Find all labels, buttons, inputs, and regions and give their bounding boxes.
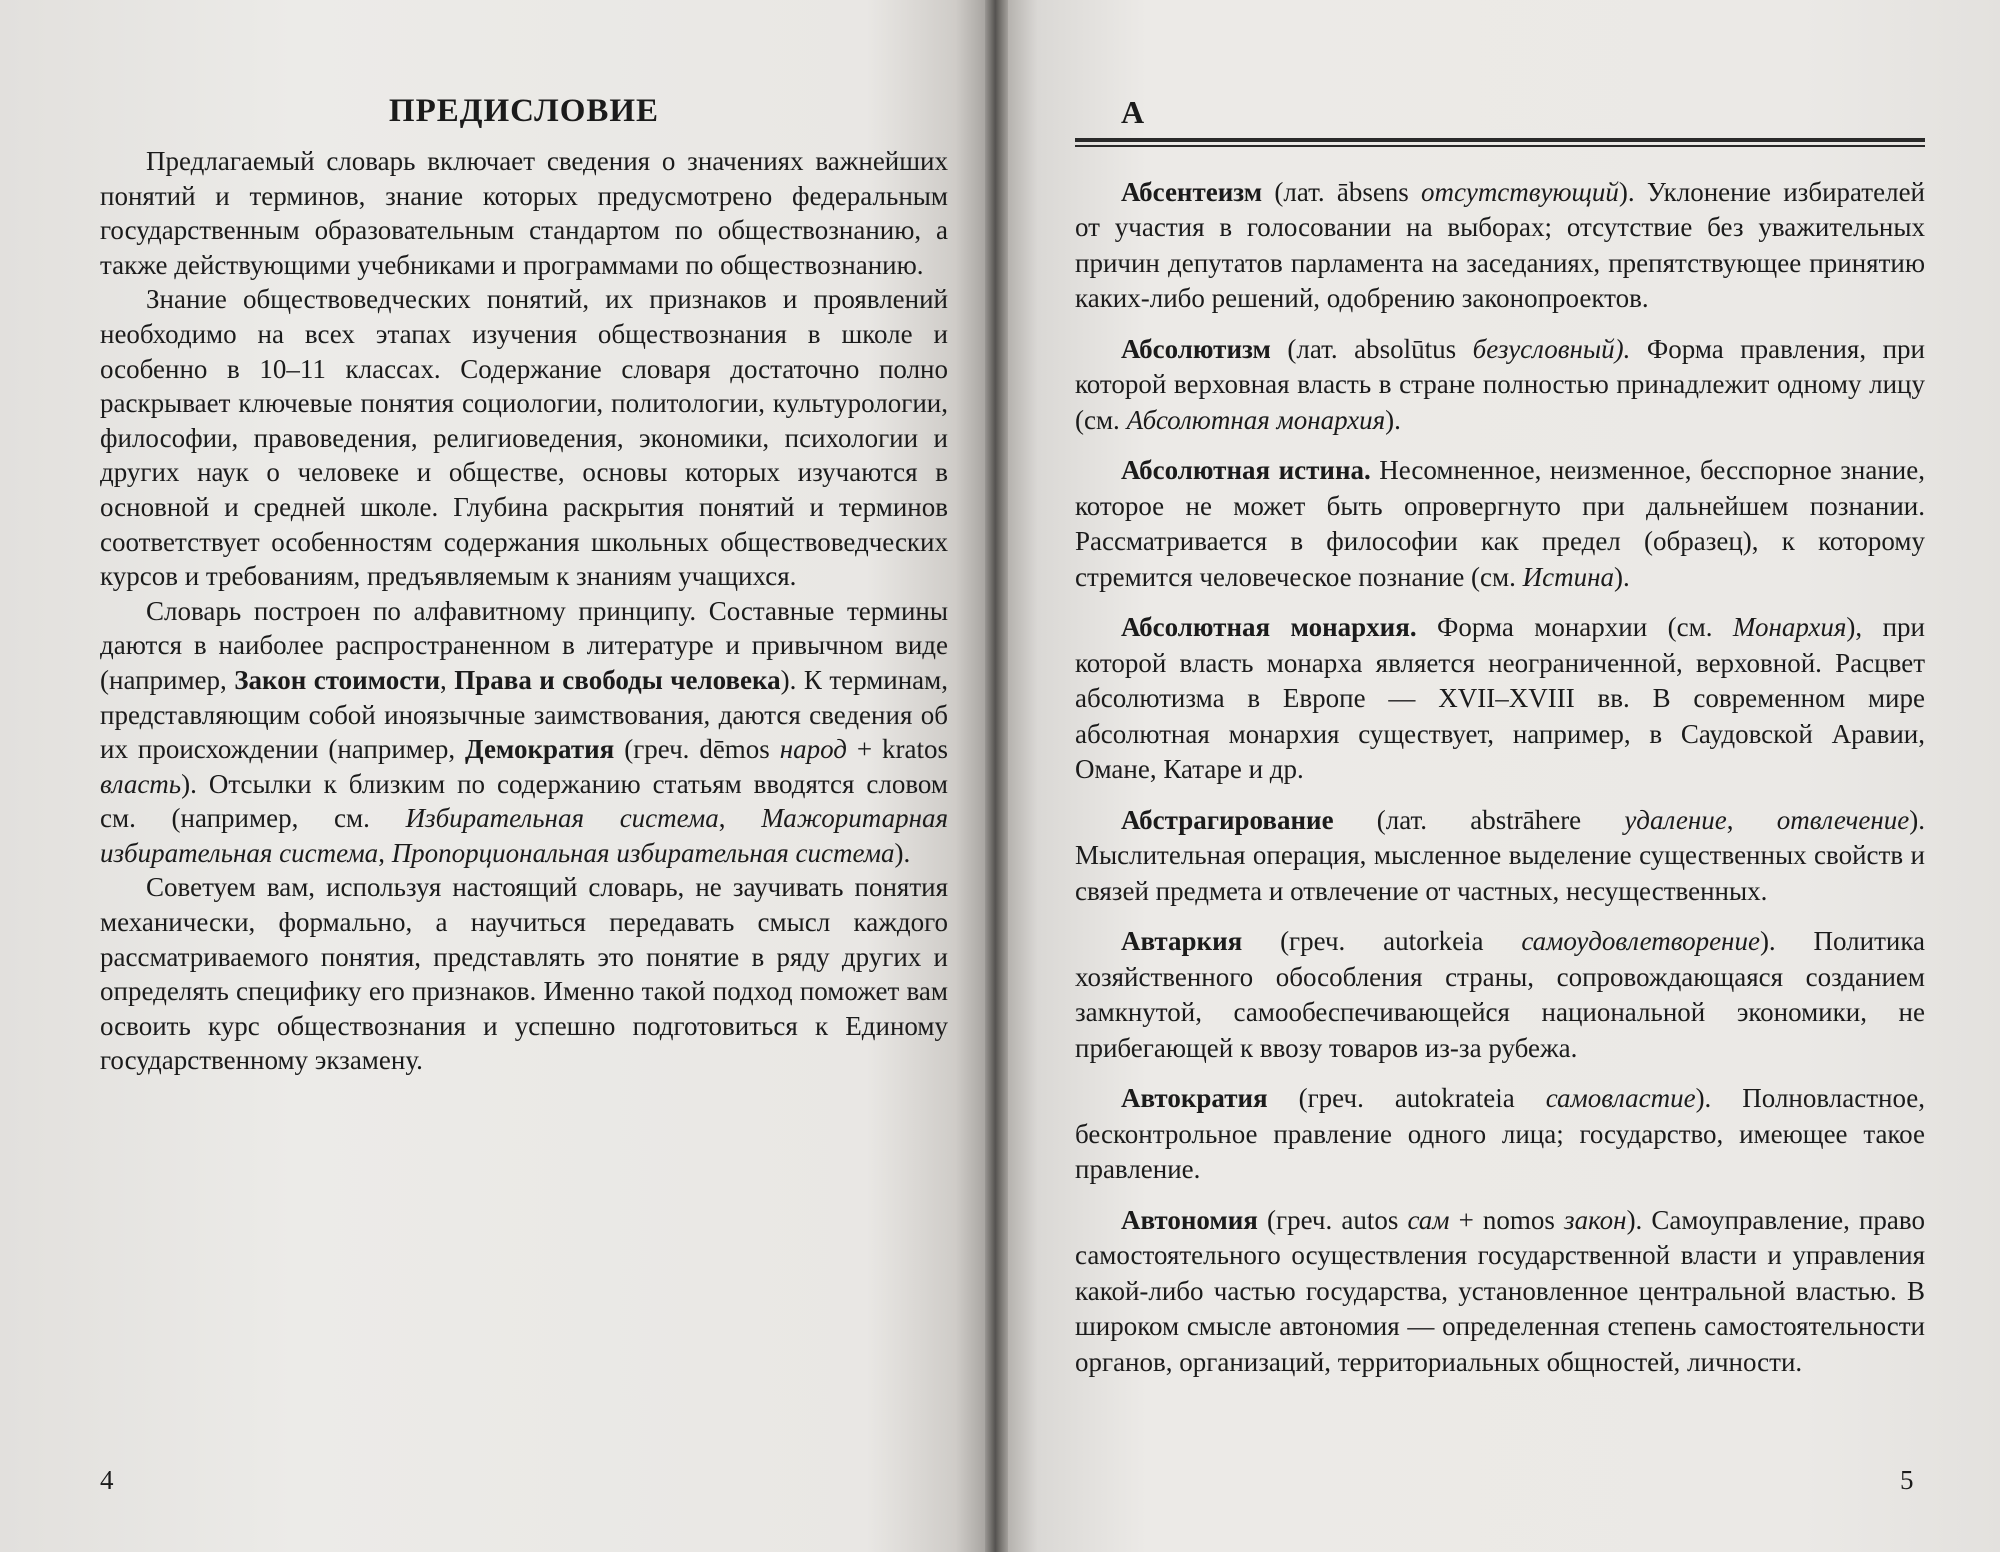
- preface-section: [100, 92, 948, 1078]
- entry-list: [1075, 175, 1925, 1381]
- dictionary-entry: Автократия (греч. autokrateia самовластие). Полновластное, бесконтрольное правление одного лица; государство, имеющее такое правление.: [1075, 1083, 1926, 1184]
- dictionary-section: [1075, 92, 1925, 1380]
- left-page: [0, 0, 985, 1552]
- page-number-left: 4: [100, 1465, 114, 1495]
- dictionary-entry: Абсолютизм (лат. absolūtus безусловный). Форма правления, при которой верховная власть в стране полностью принадлежит одному лицу (см. Абсолютная монархия).: [1075, 333, 1925, 435]
- dictionary-entry: Абстрагирование (лат. abstrāhere удаление, отвлечение). Мыслительная операция, мысленное выделение существенных свойств и связей предмета и отвлечение от частных, несущественных.: [1075, 804, 1925, 906]
- header-rule-thick: [1075, 138, 1925, 142]
- page-title: ПРЕДИСЛОВИЕ: [388, 93, 660, 129]
- page-number-right: 5: [1900, 1465, 1914, 1495]
- dictionary-entry: Автономия (греч. autos сам + nomos закон). Самоуправление, право самостоятельного осуществления государственной власти и управления какой-либо частью государства, установленное центральной властью. В широком смысле автономия — определенная степень самостоятельности органов, организаций, территориальных общностей, личности.: [1075, 1204, 1925, 1377]
- dictionary-entry: Абсентеизм (лат. ābsens отсутствующий). Уклонение избирателей от участия в голосовании на выборах; отсутствие без уважительных причин депутатов парламента на заседаниях, препятствующее принятию каких-либо решений, одобрению законопроектов.: [1075, 176, 1925, 313]
- preface-paragraph-3: Словарь построен по алфавитному принципу. Составные термины даются в наиболее распространенном в литературе и привычном виде (например, Закон стоимости, Права и свободы человека). К терминам, представляющим собой иноязычные заимствования, даются сведения об их происхождении (например, Демократия (греч. dēmos народ + kratos власть). Отсылки к близким по содержанию статьям вводятся словом см. (например, см. Избирательная система, Мажоритарная избирательная система, Пропорциональная избирательная система).: [100, 595, 949, 868]
- preface-paragraph-4: Советуем вам, используя настоящий словарь, не заучивать понятия механически, формально, а научиться передавать смысл каждого рассматриваемого понятия, представлять это понятие в ряду других и определять специфику его признаков. Именно такой подход поможет вам освоить курс обществознания и успешно подготовиться к Единому государственному экзамену.: [100, 872, 948, 1076]
- section-letter: А: [1121, 94, 1145, 130]
- preface-paragraph-2: Знание обществоведческих понятий, их признаков и проявлений необходимо на всех этапах изучения обществознания в школе и особенно в 10–11 классах. Содержание словаря достаточно полно раскрывает ключевые понятия социологии, политологии, культурологии, философии, правоведения, религиоведения, экономики, психологии и других наук о человеке и обществе, основы которых изучаются в основной и средней школе. Глубина раскрытия понятий и терминов соответствует особенностям содержания школьных обществоведческих курсов и требованиям, предъявляемым к знаниям учащихся.: [100, 284, 948, 592]
- header-rule-thin: [1075, 145, 1925, 147]
- right-page: [1008, 0, 2000, 1552]
- preface-paragraph-1: Предлагаемый словарь включает сведения о значениях важнейших понятий и терминов, знание которых предусмотрено федеральным государственным образовательным стандартом по обществознанию, а также действующими учебниками и программами по обществознанию.: [100, 146, 948, 280]
- dictionary-entry: Абсолютная монархия. Форма монархии (см. Монархия), при которой власть монарха является неограниченной, верховной. Расцвет абсолютизма в Европе — XVII–XVIII вв. В современном мире абсолютная монархия существует, например, в Саудовской Аравии, Омане, Катаре и др.: [1075, 612, 1925, 784]
- dictionary-entry: Автаркия (греч. autorkeia самоудовлетворение). Политика хозяйственного обособления страны, сопровождающаяся созданием замкнутой, самообеспечивающейся национальной экономики, не прибегающей к ввозу товаров из-за рубежа.: [1075, 926, 1926, 1063]
- book-gutter: [985, 0, 1008, 1552]
- dictionary-entry: Абсолютная истина. Несомненное, неизменное, бесспорное знание, которое не может быть опровергнуто при дальнейшем познании. Рассматривается в философии как предел (образец), к которому стремится человеческое познание (см. Истина).: [1075, 455, 1925, 592]
